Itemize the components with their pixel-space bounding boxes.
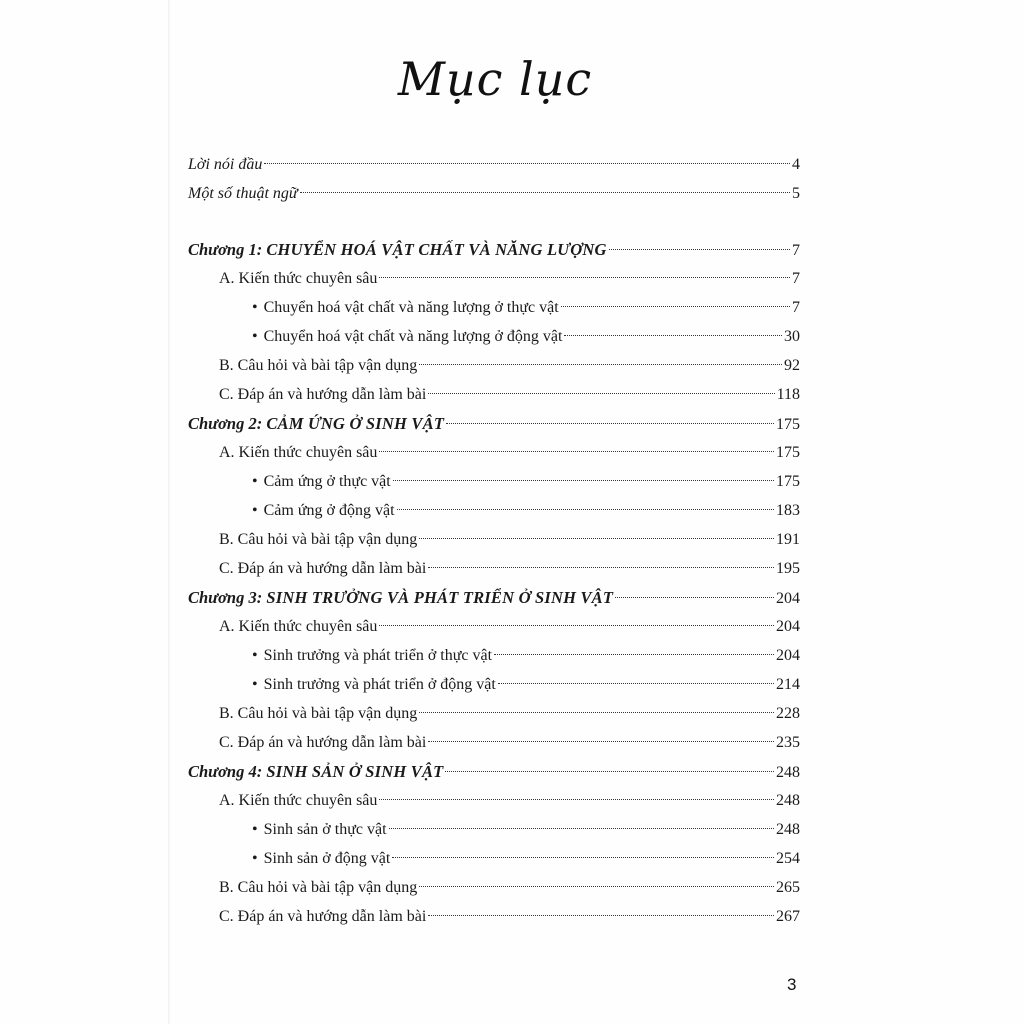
- dot-leader: [392, 857, 774, 858]
- section-label: Chuyển hoá vật chất và năng lượng ở động vật: [263, 328, 563, 345]
- toc-entry-page: 4: [792, 156, 800, 173]
- bullet-icon: •: [252, 676, 258, 693]
- toc-section: [188, 438, 800, 467]
- toc-chapter-3: [188, 583, 800, 612]
- dot-leader: [379, 799, 774, 800]
- dot-leader: [498, 683, 774, 684]
- section-page: 92: [784, 357, 800, 374]
- chapter-page: 204: [776, 590, 800, 607]
- page-edge-shadow: [168, 0, 170, 1024]
- chapter-heading: [188, 409, 444, 438]
- section-label: Sinh sản ở động vật: [263, 850, 391, 867]
- section-page: 248: [776, 792, 800, 809]
- section-page: 7: [792, 270, 800, 287]
- section-page: 7: [792, 299, 800, 316]
- section-label: Cảm ứng ở thực vật: [263, 473, 391, 490]
- section-label: C. Đáp án và hướng dẫn làm bài: [219, 908, 427, 925]
- dot-leader: [393, 480, 774, 481]
- bullet-icon: •: [252, 328, 258, 345]
- section-title: [219, 525, 417, 554]
- dot-leader: [379, 451, 774, 452]
- section-label: Chuyển hoá vật chất và năng lượng ở thực vật: [263, 299, 559, 316]
- toc-subsection: [188, 467, 800, 496]
- dot-leader: [494, 654, 774, 655]
- toc-subsection: [188, 496, 800, 525]
- bullet-icon: •: [252, 299, 258, 316]
- dot-leader: [445, 771, 774, 772]
- chapter-list: [188, 235, 800, 931]
- toc-section: [188, 264, 800, 293]
- section-label: Cảm ứng ở động vật: [263, 502, 395, 519]
- toc-entry-page: 5: [792, 185, 800, 202]
- section-page: 267: [776, 908, 800, 925]
- section-title: [219, 873, 417, 902]
- dot-leader: [419, 538, 774, 539]
- chapter-heading: [188, 235, 607, 264]
- toc-subsection: [188, 322, 800, 351]
- toc-subsection: [188, 844, 800, 873]
- section-label: C. Đáp án và hướng dẫn làm bài: [219, 386, 427, 403]
- section-title: [219, 438, 377, 467]
- toc-section: [188, 873, 800, 902]
- dot-leader: [428, 393, 774, 394]
- toc-subsection: [188, 293, 800, 322]
- dot-leader: [379, 277, 790, 278]
- dot-leader: [264, 163, 790, 164]
- section-label: A. Kiến thức chuyên sâu: [219, 270, 378, 287]
- toc-section: [188, 902, 800, 931]
- section-title: [219, 264, 377, 293]
- toc-section: [188, 525, 800, 554]
- section-title: [219, 380, 426, 409]
- chapter-heading: [188, 583, 613, 612]
- section-page: 204: [776, 647, 800, 664]
- bullet-icon: •: [252, 473, 258, 490]
- chapter-prefix: Chương 1:: [188, 240, 263, 259]
- section-title: [219, 351, 417, 380]
- toc-section: [188, 699, 800, 728]
- chapter-prefix: Chương 2:: [188, 414, 263, 433]
- bullet-icon: •: [252, 502, 258, 519]
- dot-leader: [419, 364, 782, 365]
- section-label: B. Câu hỏi và bài tập vận dụng: [219, 531, 418, 548]
- dot-leader: [389, 828, 774, 829]
- section-label: B. Câu hỏi và bài tập vận dụng: [219, 357, 418, 374]
- section-label: C. Đáp án và hướng dẫn làm bài: [219, 734, 427, 751]
- dot-leader: [419, 712, 774, 713]
- section-page: 265: [776, 879, 800, 896]
- toc-entry-label: Lời nói đầu: [188, 156, 263, 173]
- dot-leader: [428, 915, 774, 916]
- toc-entry-label: Một số thuật ngữ: [188, 185, 298, 202]
- toc-chapter-4: [188, 757, 800, 786]
- section-title: [219, 728, 426, 757]
- dot-leader: [428, 741, 774, 742]
- bullet-icon: •: [252, 647, 258, 664]
- toc-subsection: [188, 641, 800, 670]
- section-page: 175: [776, 444, 800, 461]
- toc-subsection: [188, 815, 800, 844]
- toc-entry-preface: [188, 150, 800, 179]
- toc-section: [188, 728, 800, 757]
- section-title: [219, 786, 377, 815]
- chapter-name: CẢM ỨNG Ở SINH VẬT: [266, 414, 445, 433]
- section-page: 228: [776, 705, 800, 722]
- dot-leader: [379, 625, 774, 626]
- page-number: 3: [787, 975, 797, 994]
- section-page: 191: [776, 531, 800, 548]
- page-title: Mục lục: [397, 52, 593, 106]
- section-page: 214: [776, 676, 800, 693]
- section-title: [219, 612, 377, 641]
- section-page: 195: [776, 560, 800, 577]
- bullet-icon: •: [252, 850, 258, 867]
- dot-leader: [561, 306, 790, 307]
- section-label: A. Kiến thức chuyên sâu: [219, 618, 378, 635]
- toc-section: [188, 786, 800, 815]
- dot-leader: [609, 249, 790, 250]
- section-title: [219, 699, 417, 728]
- section-page: 235: [776, 734, 800, 751]
- bullet-icon: •: [252, 821, 258, 838]
- section-page: 183: [776, 502, 800, 519]
- section-title: [252, 641, 492, 670]
- section-page: 30: [784, 328, 800, 345]
- chapter-prefix: Chương 4:: [188, 762, 263, 781]
- dot-leader: [615, 597, 774, 598]
- section-title: [252, 293, 559, 322]
- toc-section: [188, 351, 800, 380]
- dot-leader: [428, 567, 774, 568]
- section-title: [252, 467, 391, 496]
- section-title: [252, 670, 496, 699]
- section-label: A. Kiến thức chuyên sâu: [219, 792, 378, 809]
- section-page: 248: [776, 821, 800, 838]
- section-title: [219, 902, 426, 931]
- section-page: 204: [776, 618, 800, 635]
- chapter-page: 7: [792, 242, 800, 259]
- section-label: B. Câu hỏi và bài tập vận dụng: [219, 879, 418, 896]
- chapter-prefix: Chương 3:: [188, 588, 263, 607]
- toc-chapter-2: [188, 409, 800, 438]
- section-title: [252, 844, 390, 873]
- section-label: A. Kiến thức chuyên sâu: [219, 444, 378, 461]
- chapter-page: 175: [776, 416, 800, 433]
- toc-section: [188, 380, 800, 409]
- section-label: Sinh trưởng và phát triển ở động vật: [263, 676, 496, 693]
- section-label: B. Câu hỏi và bài tập vận dụng: [219, 705, 418, 722]
- section-page: 175: [776, 473, 800, 490]
- toc-entry-glossary: [188, 179, 800, 208]
- chapter-heading: [188, 757, 443, 786]
- section-title: [252, 815, 387, 844]
- toc-section: [188, 554, 800, 583]
- chapter-name: SINH SẢN Ở SINH VẬT: [266, 762, 444, 781]
- dot-leader: [446, 423, 774, 424]
- section-page: 254: [776, 850, 800, 867]
- toc-section: [188, 612, 800, 641]
- toc-subsection: [188, 670, 800, 699]
- dot-leader: [300, 192, 790, 193]
- chapter-name: SINH TRƯỞNG VÀ PHÁT TRIỂN Ở SINH VẬT: [266, 588, 614, 607]
- section-label: Sinh trưởng và phát triển ở thực vật: [263, 647, 493, 664]
- section-label: C. Đáp án và hướng dẫn làm bài: [219, 560, 427, 577]
- section-page: 118: [776, 386, 800, 403]
- chapter-name: CHUYỂN HOÁ VẬT CHẤT VÀ NĂNG LƯỢNG: [266, 240, 607, 259]
- section-title: [252, 496, 395, 525]
- toc-chapter-1: [188, 235, 800, 264]
- table-of-contents: [188, 150, 800, 931]
- chapter-page: 248: [776, 764, 800, 781]
- dot-leader: [419, 886, 774, 887]
- section-title: [252, 322, 562, 351]
- dot-leader: [397, 509, 774, 510]
- section-label: Sinh sản ở thực vật: [263, 821, 387, 838]
- dot-leader: [564, 335, 782, 336]
- section-title: [219, 554, 426, 583]
